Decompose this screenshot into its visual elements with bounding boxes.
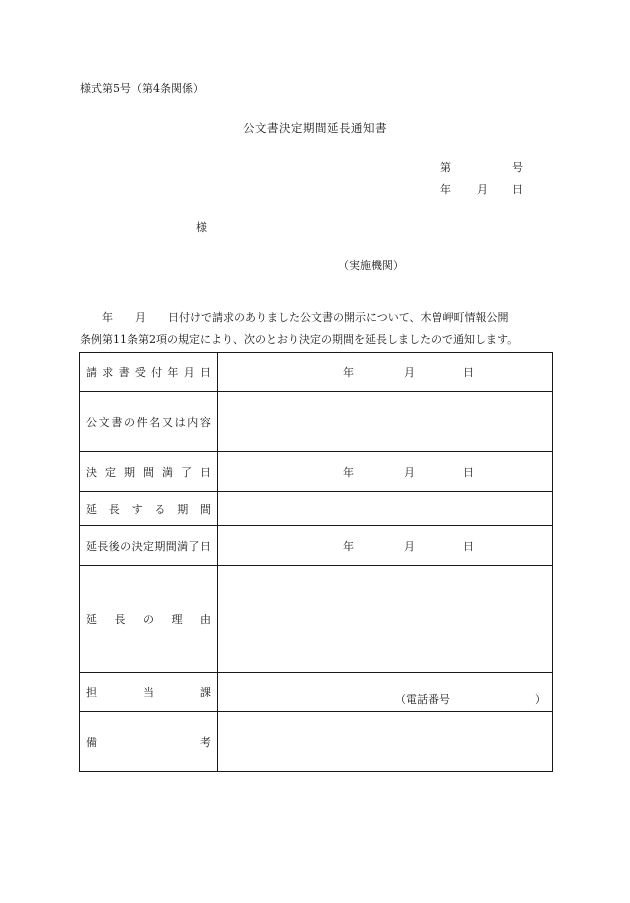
label-char: 又 bbox=[161, 415, 173, 429]
label-char: 課 bbox=[200, 686, 211, 699]
number-go: 号 bbox=[512, 161, 523, 174]
table-row bbox=[80, 452, 553, 492]
unit-year: 年 bbox=[343, 465, 354, 479]
row-label bbox=[80, 452, 218, 492]
label-char: 担 bbox=[86, 686, 97, 699]
label-char: 公 bbox=[86, 415, 97, 429]
label-char: 当 bbox=[143, 686, 154, 699]
label-char: 間 bbox=[165, 539, 177, 553]
label-text bbox=[80, 611, 217, 627]
extension-period-cell[interactable] bbox=[218, 492, 553, 526]
label-text bbox=[80, 501, 217, 517]
table-row bbox=[80, 566, 553, 673]
table-row bbox=[80, 353, 553, 392]
label-char: 長 bbox=[97, 539, 109, 553]
label-char: 年 bbox=[167, 366, 179, 379]
label-char: 名 bbox=[149, 415, 161, 429]
date-month: 月 bbox=[477, 183, 488, 196]
deadline-date-cell[interactable] bbox=[218, 452, 553, 492]
label-char: は bbox=[174, 415, 186, 429]
label-char: 日 bbox=[200, 465, 211, 479]
body-line-1: 年 月 日付けで請求のありました公文書の開示について、木曽岬町情報公開 bbox=[80, 311, 509, 324]
label-char: 延 bbox=[86, 539, 97, 553]
notice-body bbox=[80, 307, 555, 351]
notice-table bbox=[79, 352, 553, 772]
row-label bbox=[80, 353, 218, 392]
label-char: の bbox=[123, 415, 135, 429]
body-line-2: 条例第11条第2項の規定により、次のとおり決定の期間を延長しましたので通知します。 bbox=[80, 333, 519, 346]
unit-month: 月 bbox=[404, 366, 415, 379]
label-text bbox=[80, 684, 217, 700]
remarks-cell[interactable] bbox=[218, 712, 553, 772]
label-char: る bbox=[154, 502, 166, 516]
label-char: 件 bbox=[136, 415, 148, 429]
label-char: 月 bbox=[183, 366, 195, 379]
date-day: 日 bbox=[512, 183, 523, 196]
label-char: 定 bbox=[105, 465, 116, 479]
unit-year: 年 bbox=[343, 539, 354, 553]
label-char: 満 bbox=[177, 539, 189, 553]
table-row bbox=[80, 712, 553, 772]
recipient-honorific: 様 bbox=[196, 221, 207, 234]
unit-month: 月 bbox=[404, 539, 415, 553]
label-char: 備 bbox=[86, 735, 97, 749]
unit-day: 日 bbox=[463, 366, 474, 379]
label-char: 理 bbox=[171, 613, 183, 626]
label-char: 文 bbox=[98, 415, 110, 429]
label-char: す bbox=[131, 502, 143, 516]
table-row bbox=[80, 492, 553, 526]
department-cell[interactable] bbox=[218, 673, 553, 712]
subject-cell[interactable] bbox=[218, 392, 553, 452]
number-dai: 第 bbox=[440, 161, 451, 174]
label-char: 考 bbox=[200, 735, 211, 749]
row-label bbox=[80, 673, 218, 712]
row-label bbox=[80, 526, 218, 566]
label-text bbox=[80, 464, 217, 480]
label-char: の bbox=[143, 613, 154, 626]
new-deadline-date-cell[interactable] bbox=[218, 526, 553, 566]
label-char: 間 bbox=[199, 502, 211, 516]
unit-day: 日 bbox=[463, 539, 474, 553]
form-number-label: 様式第5号（第4条関係） bbox=[80, 82, 204, 95]
row-label bbox=[80, 392, 218, 452]
label-char: 延 bbox=[86, 502, 97, 516]
label-text bbox=[80, 364, 217, 380]
row-label bbox=[80, 712, 218, 772]
label-char: 了 bbox=[181, 465, 192, 479]
label-char: 受 bbox=[134, 366, 146, 379]
implementing-agency: （実施機関） bbox=[338, 259, 404, 272]
phone-number-label: （電話番号 bbox=[395, 693, 450, 706]
label-char: 由 bbox=[200, 613, 211, 626]
label-char: 書 bbox=[111, 415, 123, 429]
label-char: 期 bbox=[154, 539, 166, 553]
label-char: 内 bbox=[187, 415, 199, 429]
label-char: 求 bbox=[102, 366, 114, 379]
unit-month: 月 bbox=[404, 465, 415, 479]
label-char: 後 bbox=[108, 539, 120, 553]
receipt-date-cell[interactable] bbox=[218, 353, 553, 392]
label-char: 間 bbox=[143, 465, 154, 479]
label-char: 付 bbox=[151, 366, 163, 379]
reason-cell[interactable] bbox=[218, 566, 553, 673]
label-char: 請 bbox=[86, 366, 97, 379]
row-label bbox=[80, 492, 218, 526]
label-char: 期 bbox=[124, 465, 135, 479]
label-char: 定 bbox=[142, 539, 154, 553]
label-char: 期 bbox=[177, 502, 189, 516]
label-char: 日 bbox=[199, 366, 211, 379]
label-char: 長 bbox=[108, 502, 120, 516]
label-char: 満 bbox=[162, 465, 173, 479]
label-char: 書 bbox=[118, 366, 130, 379]
label-char: 延 bbox=[86, 613, 97, 626]
label-char: 長 bbox=[114, 613, 126, 626]
unit-year: 年 bbox=[343, 366, 354, 379]
label-char: 決 bbox=[86, 465, 97, 479]
unit-day: 日 bbox=[463, 465, 474, 479]
document-title: 公文書決定期間延長通知書 bbox=[243, 121, 387, 135]
label-char: の bbox=[120, 539, 132, 553]
label-text bbox=[80, 538, 217, 554]
label-char: 決 bbox=[131, 539, 143, 553]
table-row bbox=[80, 673, 553, 712]
phone-close-paren: ） bbox=[535, 693, 546, 706]
label-text bbox=[80, 734, 217, 750]
label-char: 容 bbox=[199, 415, 211, 429]
row-label bbox=[80, 566, 218, 673]
label-char: 了 bbox=[188, 539, 200, 553]
label-text bbox=[80, 414, 217, 430]
label-char: 日 bbox=[199, 539, 211, 553]
table-row bbox=[80, 526, 553, 566]
date-year: 年 bbox=[440, 183, 451, 196]
table-row bbox=[80, 392, 553, 452]
